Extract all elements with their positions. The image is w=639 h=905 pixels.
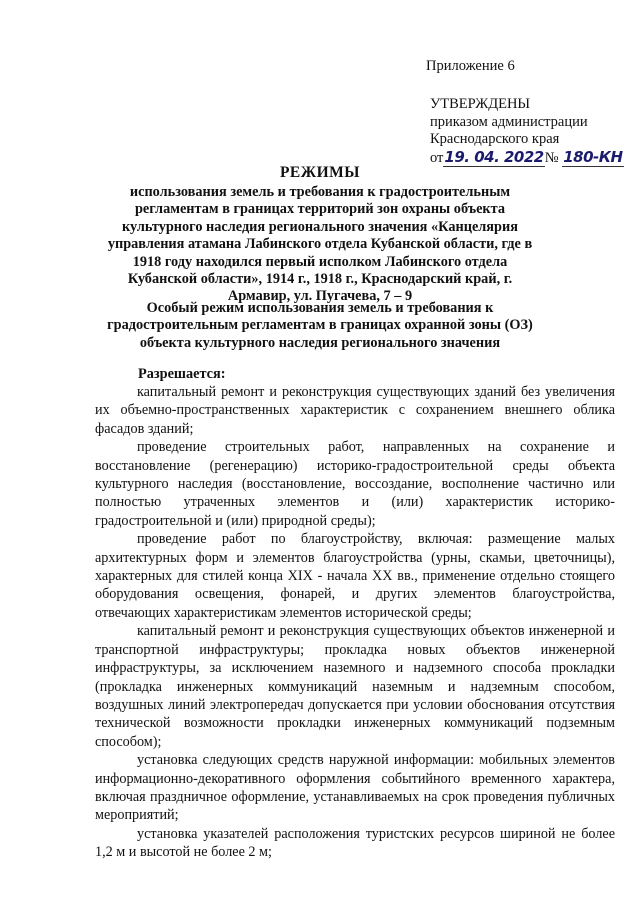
approval-line-2: Краснодарского края — [430, 131, 560, 147]
appendix-label: Приложение 6 — [426, 58, 515, 74]
document-title: РЕЖИМЫ — [279, 164, 361, 181]
approval-block — [430, 96, 624, 167]
handwritten-number: 180-КН — [563, 147, 623, 166]
document-subtitle: использования земель и требования к градостроительным регламентам в границах территорий зон охраны объекта культурного наследия регионального значения «Канцелярия управления атамана Лабинского отдела Кубанской области, где в 1918 году находился первый исполком Лабинского отдела Кубанской области», 1914 г., 1918 г., Краснодарский край, г. Армавир, ул. Пугачева, 7 – 9 — [107, 184, 533, 305]
paragraph: установка указателей расположения туристских ресурсов шириной не более 1,2 м и высотой не более 2 м; — [95, 825, 615, 861]
body-text — [95, 383, 615, 862]
paragraph: капитальный ремонт и реконструкция существующих зданий без увеличения их объемно-пространственных характеристик с сохранением внешнего облика фасадов зданий; — [95, 384, 615, 437]
date-prefix: от — [430, 149, 444, 166]
permitted-label: Разрешается: — [138, 366, 226, 382]
number-prefix: № — [544, 149, 559, 166]
special-regime-heading: Особый режим использования земель и требования к градостроительным регламентам в границах охранной зоны (ОЗ) объекта культурного наследия регионального значения — [107, 300, 533, 351]
handwritten-date: 19. 04. 2022 — [444, 147, 544, 166]
approval-line-1: приказом администрации — [430, 113, 588, 130]
paragraph: проведение работ по благоустройству, включая: размещение малых архитектурных форм и элементов благоустройства (урны, скамьи, цветочницы), характерных для стилей конца XIX - начала XX вв., применение отдельно стоящего оборудования освещения, фонарей, и других элементов благоустройства, отвечающих характеристикам элементов исторической среды; — [95, 531, 615, 621]
approval-title: УТВЕРЖДЕНЫ — [430, 96, 531, 112]
paragraph: установка следующих средств наружной информации: мобильных элементов информационно-декоративного оформления событийного временного характера, включая праздничное оформление, устанавливаемых на срок проведения публичных мероприятий; — [95, 752, 615, 824]
paragraph: капитальный ремонт и реконструкция существующих объектов инженерной и транспортной инфраструктуры; прокладка новых объектов инженерной инфраструктуры, за исключением наземного и надземного способа прокладки (прокладка инженерных коммуникаций наземным и надземным способом, воздушных линий электропередач допускается при условии обоснования отсутствия технической возможности прокладки инженерных коммуникаций подземным способом); — [95, 623, 615, 750]
paragraph: проведение строительных работ, направленных на сохранение и восстановление (регенерацию) историко-градостроительной среды объекта культурного наследия (восстановление, воссоздание, восполнение частично или полностью утраченных элементов и (или) характеристик историко-градостроительной и (или) природной среды); — [95, 439, 615, 529]
